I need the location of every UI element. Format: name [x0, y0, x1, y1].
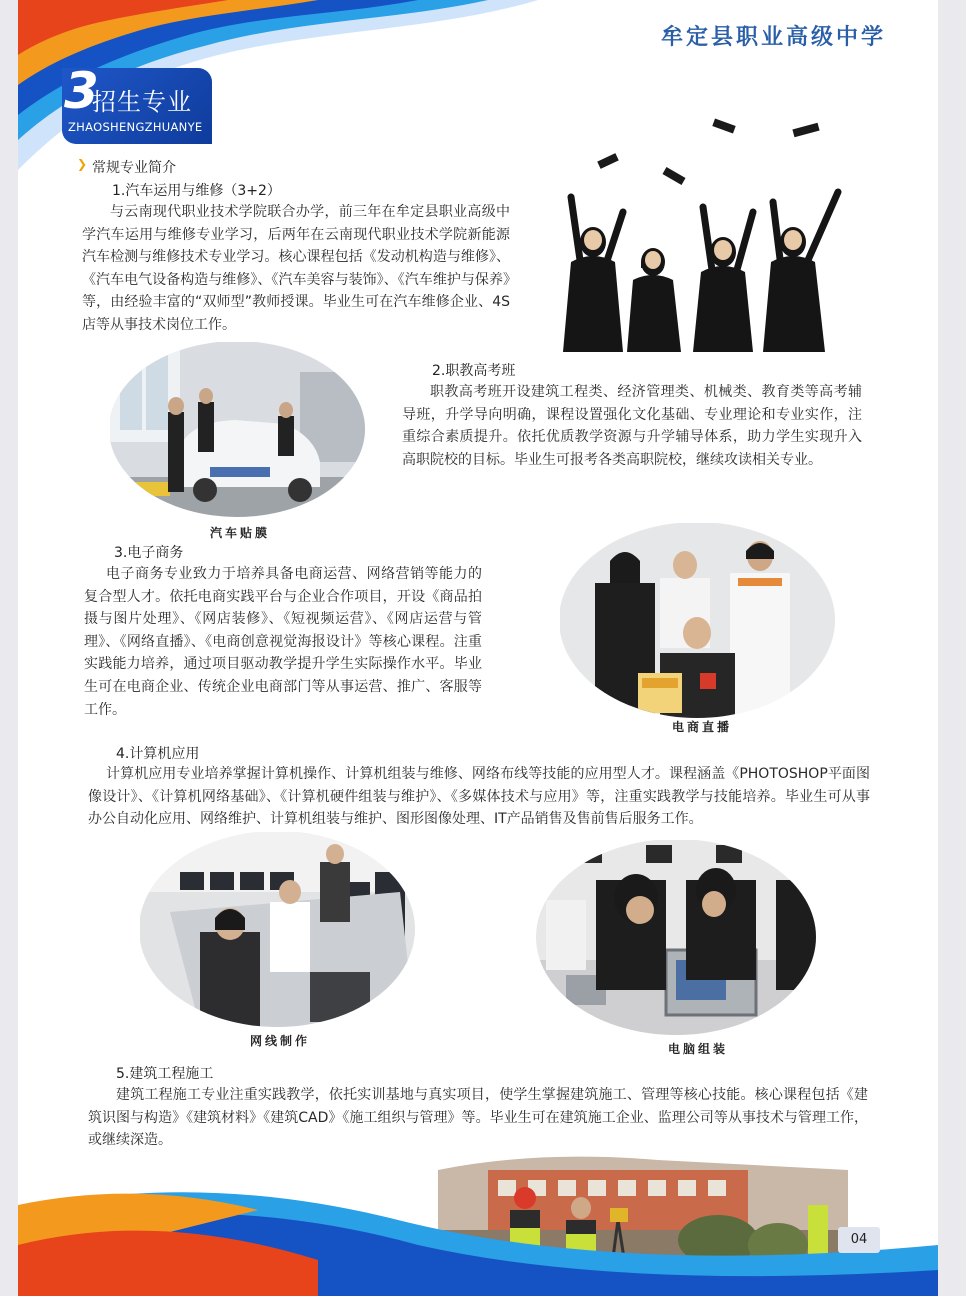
page-number: 04	[838, 1227, 880, 1253]
school-name: 牟定县职业高级中学	[660, 24, 886, 50]
section-pinyin: ZHAOSHENGZHUANYE	[68, 120, 203, 134]
brochure-page	[18, 0, 938, 1296]
car-wrap-photo	[110, 342, 365, 517]
major-4-body: 计算机应用专业培养掌握计算机操作、计算机组装与维修、网络布线等技能的应用型人才。课程涵盖《PHOTOSHOP平面图像设计》、《计算机网络基础》、《计算机硬件组装与维护》、《多媒体技术与应用》等，注重实践教学与技能培养。毕业生可从事办公自动化应用、网络维护、计算机组装与维护、图形图像处理、IT产品销售及售前售后服务工作。	[88, 766, 870, 828]
major-5-body: 建筑工程施工专业注重实践教学，依托实训基地与真实项目，使学生掌握建筑施工、管理等核心技能。核心课程包括《建筑识图与构造》《建筑材料》《建筑CAD》《施工组织与管理》等。毕业生可在建筑施工企业、监理公司等从事技术与管理工作，或继续深造。	[88, 1087, 868, 1149]
major-2-body: 职教高考班开设建筑工程类、经济管理类、机械类、教育类等高考辅导班，升学导向明确，课程设置强化文化基础、专业理论和专业实作，注重综合素质提升。依托优质教学资源与升学辅导体系，助力学生实现升入高职院校的目标。毕业生可报考各类高职院校，继续攻读相关专业。	[402, 384, 862, 468]
graduation-photo	[553, 112, 868, 352]
subtitle-text: 常规专业简介	[92, 160, 176, 176]
bottom-wave-decoration	[18, 1150, 938, 1296]
chevron-right-icon: ❯	[77, 157, 88, 171]
caption-pc-assembly: 电脑组装	[668, 1042, 729, 1056]
network-cable-photo	[140, 832, 415, 1027]
live-stream-photo	[560, 523, 835, 718]
pc-assembly-photo	[536, 840, 816, 1035]
major-3-body: 电子商务专业致力于培养具备电商运营、网络营销等能力的复合型人才。依托电商实践平台与企业合作项目，开设《商品拍摄与图片处理》、《网店装修》、《短视频运营》、《网店运营与管理》、《网络直播》、《电商创意视觉海报设计》等核心课程。注重实践能力培养，通过项目驱动教学提升学生实际操作水平。毕业生可在电商企业、传统企业电商部门等从事运营、推广、客服等工作。	[84, 566, 482, 718]
major-4-heading: 4.计算机应用	[116, 746, 200, 762]
major-2-heading: 2.职教高考班	[432, 363, 516, 379]
caption-live-stream: 电商直播	[672, 720, 733, 734]
caption-car-wrap: 汽车贴膜	[210, 526, 271, 540]
caption-network-cable: 网线制作	[250, 1034, 311, 1048]
major-3-heading: 3.电子商务	[114, 545, 184, 561]
section-title: 招生专业	[92, 88, 192, 116]
section-number: 3	[64, 62, 99, 120]
major-1-heading: 1.汽车运用与维修（3+2）	[112, 183, 281, 199]
major-5-heading: 5.建筑工程施工	[116, 1066, 214, 1082]
major-1-body: 与云南现代职业技术学院联合办学，前三年在牟定县职业高级中学汽车运用与维修专业学习，后两年在云南现代职业技术学院新能源汽车检测与维修技术专业学习。核心课程包括《发动机构造与维修》、《汽车电气设备构造与维修》、《汽车美容与装饰》、《汽车维护与保养》等，由经验丰富的“双师型”教师授课。毕业生可在汽车维修企业、4S店等从事技术岗位工作。	[82, 204, 510, 333]
section-badge	[62, 62, 212, 144]
subtitle	[77, 157, 176, 177]
